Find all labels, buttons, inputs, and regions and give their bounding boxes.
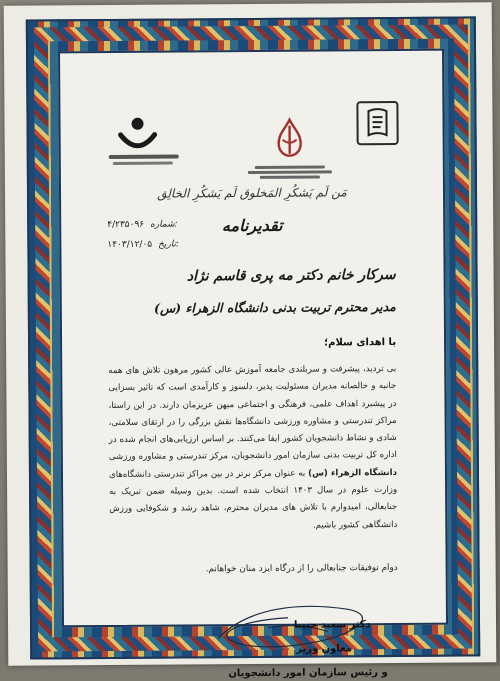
certificate-content xyxy=(94,85,412,680)
signer-title-head: و رئیس سازمان امور دانشجویان xyxy=(228,667,388,680)
sports-department-logo-icon xyxy=(114,115,160,161)
date-value: ۱۴۰۳/۱۲/۰۵ xyxy=(107,239,153,250)
certificate-title: تقدیرنامه xyxy=(221,215,283,236)
body-text-part2: به عنوان مرکز برتر در بین مراکز تندرستی دانشگاه‌های وزارت علوم در سال ۱۴۰۳ انتخاب شده است. بدین وسیله ضمن تبریک به جنابعالی، امیدوارم با تلاش های مدیران محترم، شاهد رشد و شکوفایی ورزش دانشگاهی کشور باشیم. xyxy=(108,468,398,531)
recipient-name: سرکار خانم دکتر مه پری قاسم نژاد xyxy=(186,266,396,285)
certificate-sheet xyxy=(4,2,497,680)
student-affairs-logo xyxy=(356,101,398,145)
signer-name: دکتر سعید حبیبا xyxy=(293,619,371,631)
recipient-position: مدیر محترم تربیت بدنی دانشگاه الزهراء (س) xyxy=(153,298,396,316)
body-paragraph xyxy=(108,361,397,536)
islamic-republic-emblem-icon xyxy=(264,116,314,160)
closing-line: دوام توفیقات جنابعالی را از درگاه ایزد منان خواهانم. xyxy=(205,562,398,575)
salutation: با اهدای سلام؛ xyxy=(324,336,397,349)
body-text-part1: بی تردید، پیشرفت و سربلندی جامعه آموزش عالی کشور مرهون تلاش های همه جانبه و خالصانه مدیران مسئولیت پذیر، دلسوز و کارآمدی است که تاثیر بسزایی در پیشبرد اهداف علمی، فرهنگی و اجتماعی میهن عزیزمان دارند. در این راستا، مراکز تندرستی و مشاوره ورزشی دانشگاه‌ها نقش بزرگی را در ارتقای سلامتی، شادی و نشاط دانشجویان کشور ایفا می‌کنند. بر اساس ارزیابی‌های انجام شده در اداره کل تربیت بدنی سازمان امور دانشجویان، مرکز تندرستی و مشاوره ورزشی xyxy=(108,363,397,463)
ministry-name-lines xyxy=(245,163,335,181)
date-label: تاریخ: xyxy=(158,239,180,250)
decorative-border xyxy=(26,16,480,680)
opening-quote: مَن لَم يَشكُرِ المَخلوق لَم يَشكُرِ الخالِق xyxy=(157,185,347,201)
body-highlight-university: دانشگاه الزهراء (س) xyxy=(308,467,398,479)
signer-title-deputy: معاون وزیر xyxy=(296,643,353,655)
certificate-body-area xyxy=(58,49,448,680)
ref-number-value: ۴/۲۳۵۰۹۶ xyxy=(107,219,145,230)
ref-number-label: شماره: xyxy=(150,219,178,230)
